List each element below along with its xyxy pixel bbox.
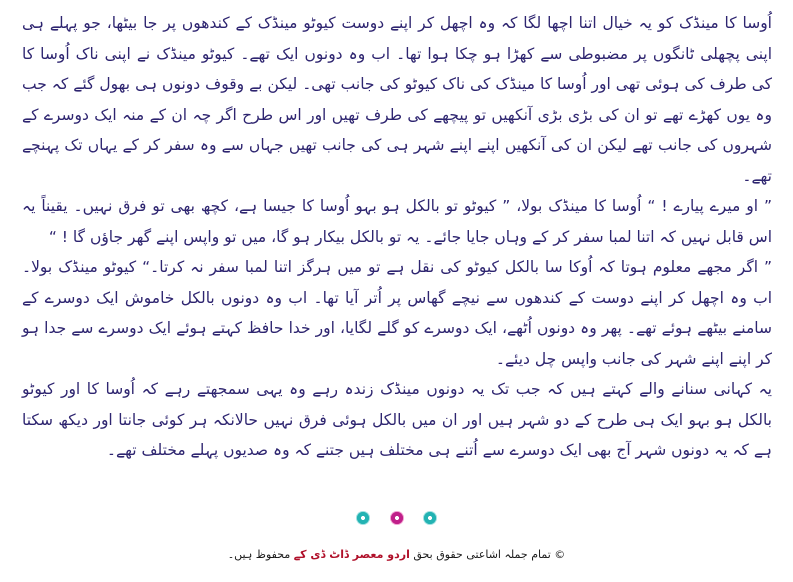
site-brand-link[interactable]: اردو معصر ڈاٹ ڈی کے xyxy=(293,548,410,561)
story-paragraph-3: ” اگر مجھے معلوم ہوتا کہ اُوکا سا بالکل کیوٹو کی نقل ہے تو میں ہرگز اتنا لمبا سفر نہ کرتا۔“ کیوٹو مینڈک بولا۔ اب وہ اچھل کر اپنے دوست کے کندھوں سے نیچے گھاس پر اُتر آیا تھا۔ اب وہ دونوں بالکل خاموش ایک دوسرے کے سامنے بیٹھے ہوئے تھے۔ پھر وہ دونوں اُٹھے، ایک دوسرے کو گلے لگایا، اور خدا حافظ کہتے ہوئے ایک دوسرے سے جدا ہو کر اپنے اپنے شہر کی جانب واپس چل دیئے۔ xyxy=(22,258,772,368)
flower-magenta-icon xyxy=(390,511,404,525)
story-body xyxy=(22,8,772,466)
story-paragraph-2: ” او میرے پیارے ! “ اُوسا کا مینڈک بولا، ” کیوٹو تو بالکل ہو بہو اُوسا کا جیسا ہے، کچھ بھی تو فرق نہیں۔ یقیناً یہ اس قابل نہیں کہ اتنا لمبا سفر کر کے وہاں جایا جائے۔ یہ تو بالکل بیکار ہو گا، میں تو واپس اپنے گھر جاؤں گا ! “ xyxy=(22,197,772,246)
copyright-footer xyxy=(0,548,793,561)
ornament-divider xyxy=(0,511,793,530)
flower-teal-icon xyxy=(356,511,370,525)
flower-teal-icon xyxy=(423,511,437,525)
copyright-prefix: © تمام جملہ اشاعتی حقوق بحق xyxy=(413,548,566,561)
copyright-suffix: محفوظ ہیں۔ xyxy=(227,548,291,561)
story-paragraph-4: یہ کہانی سنانے والے کہتے ہیں کہ جب تک یہ دونوں مینڈک زندہ رہے وہ یہی سمجھتے رہے کہ اُوسا کا اور کیوٹو بالکل ہو بہو ایک ہی طرح کے دو شہر ہیں اور ان میں بالکل ہوئی فرق نہیں حالانکہ ہر کوئی جانتا اور دیکھ سکتا ہے کہ یہ دونوں شہر آج بھی ایک دوسرے سے اُتنے ہی مختلف ہیں جتنے کہ وہ صدیوں پہلے مختلف تھے۔ xyxy=(22,380,772,459)
story-paragraph-1: اُوسا کا مینڈک کو یہ خیال اتنا اچھا لگا کہ وہ اچھل کر اپنے دوست کیوٹو مینڈک کے کندھوں پر جا بیٹھا، جو پہلے ہی اپنی پچھلی ٹانگوں پر مضبوطی سے کھڑا ہو چکا ہوا تھا۔ اب وہ دونوں ایک تھے۔ کیوٹو مینڈک نے اپنی ناک اُوسا کا کی طرف کی ہوئی تھی اور اُوسا کا مینڈک کی ناک کیوٹو کی جانب تھی۔ لیکن بے وقوف دونوں ہی بھول گئے کہ جب وہ یوں کھڑے تھے تو ان کی بڑی بڑی آنکھیں تو پیچھے کی طرف تھیں اور اس طرح اگر چہ ان کے منہ ایک دوسرے کے شہروں کی جانب تھے لیکن ان کی آنکھیں اپنے اپنے شہر ہی کی جانب تھیں جہاں سے وہ سفر کر کے یہاں تک پہنچے تھے۔ xyxy=(22,14,772,185)
